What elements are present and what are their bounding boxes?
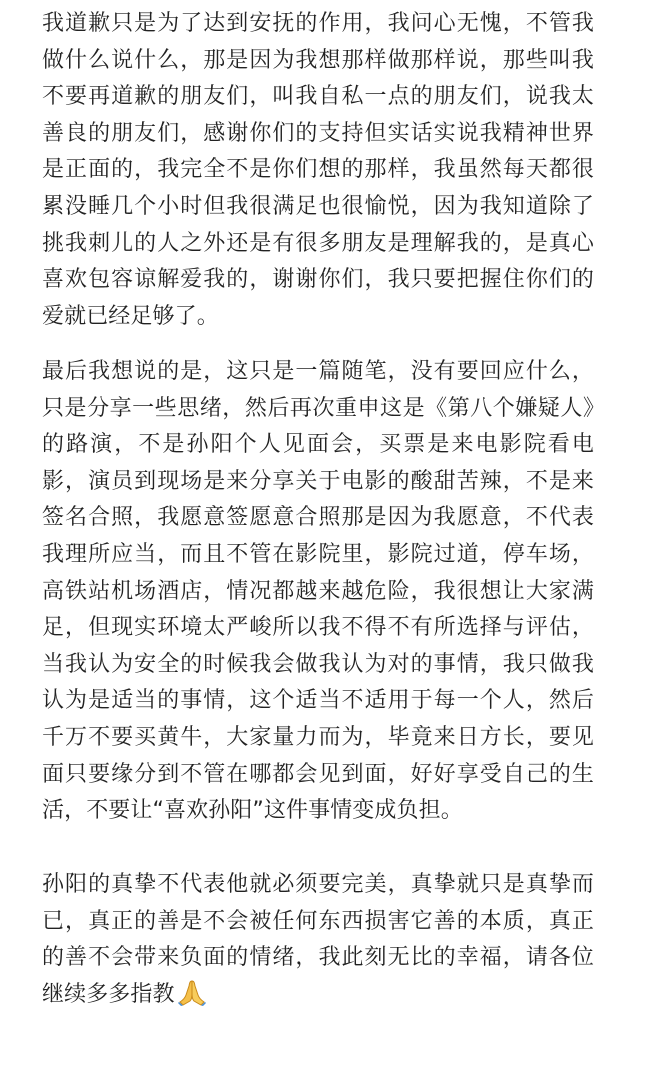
folded-hands-icon	[177, 978, 207, 1006]
paragraph-1: 我道歉只是为了达到安抚的作用，我问心无愧，不管我做什么说什么，那是因为我想那样做那样说，那些叫我不要再道歉的朋友们，叫我自私一点的朋友们，说我太善良的朋友们，感谢你们的支持但实话实说我精神世界是正面的，我完全不是你们想的那样，我虽然每天都很累没睡几个小时但我很满足也很愉悦，因为我知道除了挑我刺儿的人之外还是有很多朋友是理解我的，是真心喜欢包容谅解爱我的，谢谢你们，我只要把握住你们的爱就已经足够了。	[42, 11, 594, 329]
paragraph-3-text: 孙阳的真挚不代表他就必须要完美，真挚就只是真挚而已，真正的善是不会被任何东西损害它善的本质，真正的善不会带来负面的情绪，我此刻无比的幸福，请各位继续多多指教	[42, 872, 594, 1007]
paragraph-3	[42, 867, 594, 1013]
paragraph-2: 最后我想说的是，这只是一篇随笔，没有要回应什么，只是分享一些思绪，然后再次重申这是《第八个嫌疑人》的路演，不是孙阳个人见面会，买票是来电影院看电影，演员到现场是来分享关于电影的酸甜苦辣，不是来签名合照，我愿意签愿意合照那是因为我愿意，不代表我理所应当，而且不管在影院里，影院过道，停车场，高铁站机场酒店，情况都越来越危险，我很想让大家满足，但现实环境太严峻所以我不得不有所选择与评估，当我认为安全的时候我会做我认为对的事情，我只做我认为是适当的事情，这个适当不适用于每一个人，然后千万不要买黄牛，大家量力而为，毕竟来日方长，要见面只要缘分到不管在哪都会见到面，好好享受自己的生活，不要让“喜欢孙阳”这件事情变成负担。	[42, 359, 594, 824]
